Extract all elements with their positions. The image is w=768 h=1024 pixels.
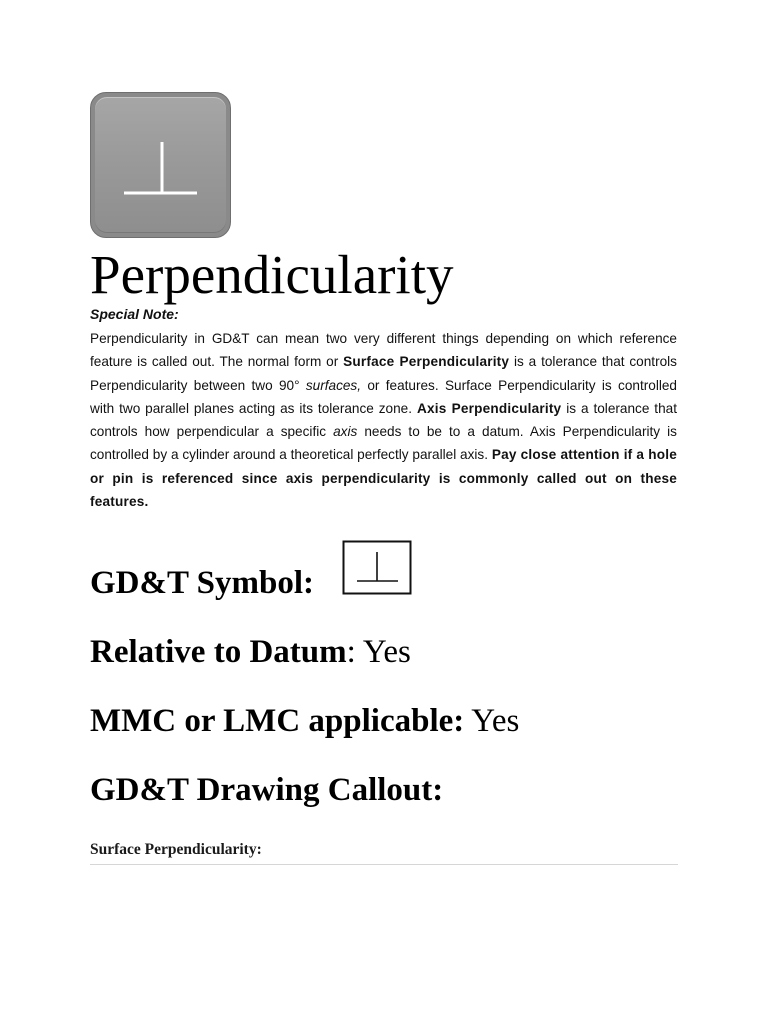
icon-tile-face (95, 97, 226, 233)
drawing-callout-label: GD&T Drawing Callout: (90, 772, 444, 808)
mmc-lmc-value: Yes (464, 703, 520, 739)
attention-note: Pay close attention if a hole or pin is referenced since axis perpendicularity is commonly called out on these features. (90, 447, 677, 510)
description-paragraph (90, 327, 677, 513)
perpendicular-symbol-icon (342, 540, 412, 595)
mmc-lmc-label: MMC or LMC applicable: (90, 703, 465, 739)
drawing-callout-heading (90, 770, 443, 810)
perpendicularity-icon (90, 92, 231, 238)
gdt-symbol-label: GD&T Symbol: (90, 565, 315, 601)
heading-separator: : (346, 634, 363, 670)
paragraph-text: needs to be to a datum. Axis Perpendicularity is controlled by a cylinder around a theoretical perfectly parallel axis. (90, 424, 677, 463)
relative-to-datum-value: Yes (362, 634, 411, 670)
axis-perpendicularity-term: Axis Perpendicularity (416, 400, 562, 416)
gdt-symbol-heading (90, 563, 314, 603)
paragraph-text: is a tolerance that controls Perpendicularity between two 90° (90, 354, 677, 393)
mmc-lmc-heading (90, 701, 519, 741)
page-title: Perpendicularity (90, 244, 454, 305)
paragraph-text: is a tolerance that controls how perpendicular a specific (90, 400, 677, 440)
section-divider (90, 864, 678, 865)
relative-to-datum-label: Relative to Datum (90, 634, 347, 670)
surfaces-term: surfaces, (305, 377, 362, 393)
paragraph-text: Perpendicularity in GD&T can mean two very different things depending on which reference feature is called out. The normal form or (90, 331, 677, 370)
surface-perpendicularity-term: Surface Perpendicularity (343, 354, 510, 370)
document-page (90, 0, 678, 1024)
perpendicularity-symbol-frame (342, 540, 412, 595)
axis-term: axis (333, 424, 358, 440)
paragraph-text: or features. Surface Perpendicularity is controlled with two parallel planes acting as its tolerance zone. (90, 377, 677, 416)
relative-to-datum-heading (90, 632, 411, 672)
surface-perpendicularity-label: Surface Perpendicularity: (90, 841, 262, 858)
perpendicular-symbol-icon (95, 97, 226, 233)
special-note-label: Special Note: (90, 306, 179, 322)
